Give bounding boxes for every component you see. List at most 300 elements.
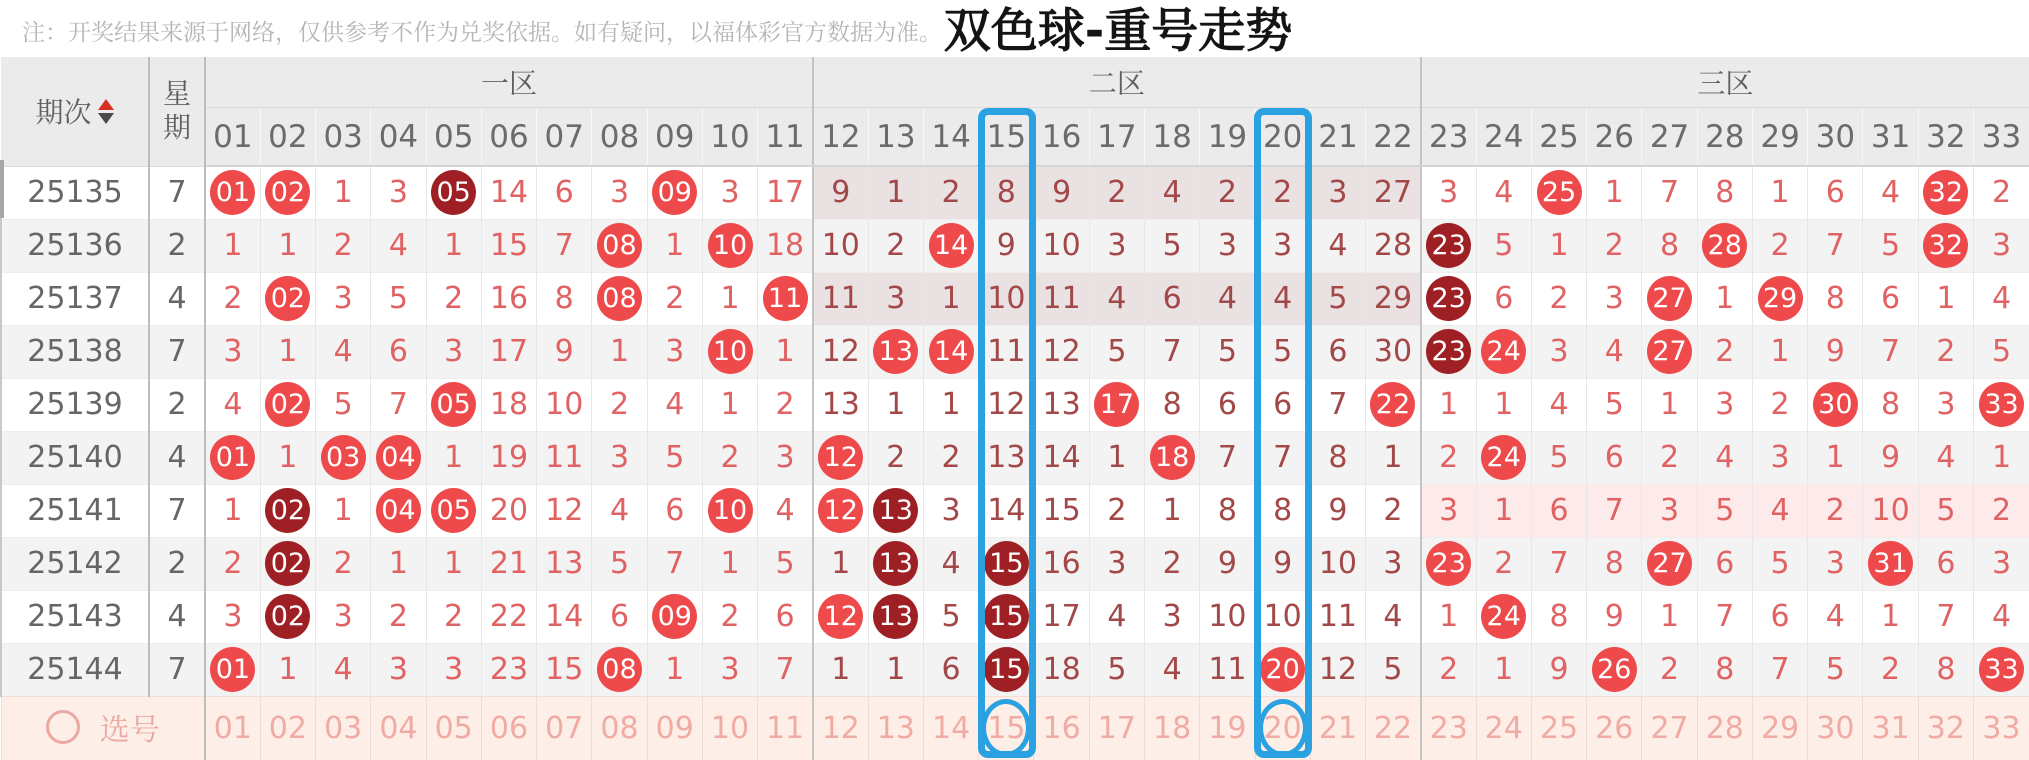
- select-number-cell[interactable]: 03: [316, 696, 371, 760]
- week-cell: 2: [149, 219, 205, 272]
- miss-cell: 1: [316, 484, 371, 537]
- column-header-08: 08: [592, 108, 647, 167]
- miss-cell: 4: [923, 537, 978, 590]
- miss-cell: 3: [1089, 537, 1144, 590]
- data-row-25136: [1, 219, 2029, 272]
- miss-cell: 4: [1697, 431, 1752, 484]
- miss-cell: 2: [868, 431, 923, 484]
- miss-cell: 1: [1642, 590, 1697, 643]
- miss-cell: [1642, 537, 1697, 590]
- drawn-number-ball: 02: [265, 276, 310, 321]
- drawn-number-ball: 33: [1979, 382, 2024, 427]
- drawn-number-ball: 24: [1481, 594, 1526, 639]
- drawn-number-ball: 27: [1647, 276, 1692, 321]
- miss-cell: 7: [1918, 590, 1973, 643]
- drawn-number-ball: 25: [1537, 170, 1582, 215]
- miss-cell: 11: [1200, 643, 1255, 696]
- miss-cell: [1421, 325, 1476, 378]
- drawn-number-ball: 08: [597, 276, 642, 321]
- drawn-number-ball: 32: [1923, 170, 1968, 215]
- drawn-number-ball: 24: [1481, 329, 1526, 374]
- miss-cell: 1: [868, 643, 923, 696]
- column-header-31: 31: [1863, 108, 1918, 167]
- repeat-number-ball: 05: [431, 170, 476, 215]
- week-cell: 7: [149, 166, 205, 219]
- miss-cell: 3: [647, 325, 702, 378]
- drawn-number-ball: 12: [818, 488, 863, 533]
- miss-cell: 6: [537, 166, 592, 219]
- column-header-21: 21: [1310, 108, 1365, 167]
- select-number-cell[interactable]: 30: [1808, 696, 1863, 760]
- column-header-16: 16: [1034, 108, 1089, 167]
- drawn-number-ball: 13: [873, 329, 918, 374]
- select-number-cell[interactable]: 06: [481, 696, 536, 760]
- miss-cell: 4: [1531, 378, 1586, 431]
- miss-cell: 5: [1863, 219, 1918, 272]
- column-header-29: 29: [1752, 108, 1807, 167]
- miss-cell: 21: [481, 537, 536, 590]
- miss-cell: 7: [758, 643, 813, 696]
- miss-cell: [868, 590, 923, 643]
- select-number-cell[interactable]: 10: [702, 696, 757, 760]
- miss-cell: 1: [702, 272, 757, 325]
- column-header-03: 03: [316, 108, 371, 167]
- miss-cell: [592, 643, 647, 696]
- miss-cell: 8: [1531, 590, 1586, 643]
- select-circle-icon[interactable]: [46, 710, 80, 744]
- miss-cell: 5: [1145, 219, 1200, 272]
- miss-cell: 1: [1476, 643, 1531, 696]
- miss-cell: 6: [1310, 325, 1365, 378]
- column-header-10: 10: [702, 108, 757, 167]
- miss-cell: 4: [1089, 590, 1144, 643]
- drawn-number-ball: 12: [818, 594, 863, 639]
- sort-desc-icon[interactable]: [98, 113, 114, 124]
- miss-cell: 3: [868, 272, 923, 325]
- miss-cell: 5: [1255, 325, 1310, 378]
- miss-cell: 10: [1034, 219, 1089, 272]
- select-number-cell[interactable]: 18: [1145, 696, 1200, 760]
- miss-cell: 5: [1531, 431, 1586, 484]
- drawn-number-ball: 08: [597, 223, 642, 268]
- period-header-label: 期次: [35, 91, 91, 131]
- miss-cell: [1476, 431, 1531, 484]
- miss-cell: 8: [1808, 272, 1863, 325]
- week-cell: 4: [149, 431, 205, 484]
- miss-cell: [1808, 378, 1863, 431]
- miss-cell: 1: [1531, 219, 1586, 272]
- miss-cell: 4: [1255, 272, 1310, 325]
- miss-cell: 6: [371, 325, 426, 378]
- miss-cell: 5: [1310, 272, 1365, 325]
- miss-cell: [702, 484, 757, 537]
- period-cell: 25135: [1, 166, 149, 219]
- miss-cell: [592, 219, 647, 272]
- miss-cell: 9: [1310, 484, 1365, 537]
- miss-cell: [260, 484, 315, 537]
- miss-cell: 1: [260, 325, 315, 378]
- select-row-label: 选号: [100, 705, 160, 749]
- miss-cell: 1: [1421, 378, 1476, 431]
- miss-cell: [1421, 537, 1476, 590]
- column-header-30: 30: [1808, 108, 1863, 167]
- select-number-cell[interactable]: 31: [1863, 696, 1918, 760]
- miss-cell: 10: [1200, 590, 1255, 643]
- data-row-25141: [1, 484, 2029, 537]
- repeat-number-ball: 23: [1426, 329, 1471, 374]
- drawn-number-ball: 05: [431, 488, 476, 533]
- miss-cell: 1: [371, 537, 426, 590]
- miss-cell: 2: [868, 219, 923, 272]
- miss-cell: [260, 590, 315, 643]
- miss-cell: 8: [1918, 643, 1973, 696]
- miss-cell: 2: [702, 590, 757, 643]
- miss-cell: 2: [923, 166, 978, 219]
- miss-cell: [702, 219, 757, 272]
- miss-cell: 6: [1531, 484, 1586, 537]
- miss-cell: 3: [426, 643, 481, 696]
- miss-cell: 5: [1918, 484, 1973, 537]
- drawn-number-ball: 29: [1758, 276, 1803, 321]
- drawn-number-ball: 02: [265, 170, 310, 215]
- miss-cell: [1366, 378, 1421, 431]
- select-number-cell[interactable]: 14: [923, 696, 978, 760]
- miss-cell: 8: [1255, 484, 1310, 537]
- select-number-cell[interactable]: 17: [1089, 696, 1144, 760]
- column-header-18: 18: [1145, 108, 1200, 167]
- miss-cell: 5: [592, 537, 647, 590]
- select-number-cell[interactable]: 04: [371, 696, 426, 760]
- drawn-number-ball: 20: [1260, 647, 1305, 692]
- repeat-number-ball: 15: [984, 647, 1029, 692]
- miss-cell: [260, 378, 315, 431]
- repeat-number-ball: 02: [265, 488, 310, 533]
- miss-cell: 1: [1642, 378, 1697, 431]
- miss-cell: 3: [316, 272, 371, 325]
- miss-cell: 6: [647, 484, 702, 537]
- miss-cell: 2: [1200, 166, 1255, 219]
- column-header-19: 19: [1200, 108, 1255, 167]
- miss-cell: 14: [979, 484, 1034, 537]
- column-header-22: 22: [1366, 108, 1421, 167]
- drawn-number-ball: 30: [1813, 382, 1858, 427]
- miss-cell: 8: [1697, 643, 1752, 696]
- miss-cell: [260, 272, 315, 325]
- miss-cell: 19: [481, 431, 536, 484]
- miss-cell: 7: [1145, 325, 1200, 378]
- miss-cell: 2: [1476, 537, 1531, 590]
- miss-cell: 5: [647, 431, 702, 484]
- miss-cell: 13: [537, 537, 592, 590]
- miss-cell: 1: [923, 272, 978, 325]
- miss-cell: 2: [1808, 484, 1863, 537]
- select-number-cell[interactable]: 32: [1918, 696, 1973, 760]
- miss-cell: 1: [813, 537, 868, 590]
- miss-cell: 2: [316, 219, 371, 272]
- miss-cell: [1918, 166, 1973, 219]
- select-number-cell[interactable]: 08: [592, 696, 647, 760]
- miss-cell: 2: [1421, 431, 1476, 484]
- miss-cell: 4: [1145, 166, 1200, 219]
- select-number-cell[interactable]: [1255, 696, 1310, 760]
- miss-cell: 9: [1808, 325, 1863, 378]
- miss-cell: [647, 166, 702, 219]
- miss-cell: [426, 378, 481, 431]
- miss-cell: [758, 272, 813, 325]
- miss-cell: 8: [1587, 537, 1642, 590]
- miss-cell: 3: [1587, 272, 1642, 325]
- select-number-cell[interactable]: 24: [1476, 696, 1531, 760]
- miss-cell: 2: [1974, 166, 2029, 219]
- miss-cell: 5: [1752, 537, 1807, 590]
- drawn-number-ball: 10: [708, 223, 753, 268]
- drawn-number-ball: 26: [1592, 647, 1637, 692]
- miss-cell: 3: [1974, 219, 2029, 272]
- miss-cell: 5: [371, 272, 426, 325]
- column-header-32: 32: [1918, 108, 1973, 167]
- miss-cell: 3: [1974, 537, 2029, 590]
- data-row-25142: [1, 537, 2029, 590]
- miss-cell: 6: [1255, 378, 1310, 431]
- miss-cell: 3: [923, 484, 978, 537]
- miss-cell: 1: [1089, 431, 1144, 484]
- week-cell: 4: [149, 590, 205, 643]
- miss-cell: 2: [647, 272, 702, 325]
- miss-cell: 12: [979, 378, 1034, 431]
- select-number-cell[interactable]: [979, 696, 1034, 760]
- miss-cell: [647, 590, 702, 643]
- miss-cell: 4: [316, 325, 371, 378]
- drawn-number-ball: 09: [652, 594, 697, 639]
- drawn-number-ball: 09: [652, 170, 697, 215]
- select-number-cell[interactable]: 19: [1200, 696, 1255, 760]
- miss-cell: 7: [1752, 643, 1807, 696]
- miss-cell: 3: [426, 325, 481, 378]
- miss-cell: 6: [758, 590, 813, 643]
- column-header-01: 01: [205, 108, 260, 167]
- miss-cell: 6: [1587, 431, 1642, 484]
- miss-cell: 1: [426, 537, 481, 590]
- miss-cell: 7: [1255, 431, 1310, 484]
- miss-cell: 7: [1863, 325, 1918, 378]
- miss-cell: [979, 643, 1034, 696]
- repeat-number-ball: 13: [873, 594, 918, 639]
- miss-cell: [1531, 166, 1586, 219]
- miss-cell: 1: [1697, 272, 1752, 325]
- selected-number-15[interactable]: 15: [981, 699, 1031, 757]
- select-number-cell[interactable]: 29: [1752, 696, 1807, 760]
- column-header-15: 15: [979, 108, 1034, 167]
- miss-cell: 6: [1697, 537, 1752, 590]
- miss-cell: [702, 325, 757, 378]
- period-column-header[interactable]: [1, 57, 149, 166]
- select-number-cell[interactable]: 05: [426, 696, 481, 760]
- miss-cell: 3: [1145, 590, 1200, 643]
- miss-cell: [1255, 643, 1310, 696]
- column-header-27: 27: [1642, 108, 1697, 167]
- column-header-13: 13: [868, 108, 923, 167]
- miss-cell: 3: [1697, 378, 1752, 431]
- miss-cell: [979, 590, 1034, 643]
- miss-cell: 3: [371, 166, 426, 219]
- page-title: 双色球-重号走势: [944, 0, 1293, 61]
- column-header-04: 04: [371, 108, 426, 167]
- miss-cell: [1642, 325, 1697, 378]
- zone-header-2: 二区: [813, 57, 1421, 108]
- miss-cell: 2: [1752, 378, 1807, 431]
- selected-number-20[interactable]: 20: [1258, 699, 1308, 757]
- miss-cell: 5: [1366, 643, 1421, 696]
- miss-cell: 11: [979, 325, 1034, 378]
- miss-cell: 2: [702, 431, 757, 484]
- drawn-number-ball: 27: [1647, 541, 1692, 586]
- select-number-cell[interactable]: 02: [260, 696, 315, 760]
- miss-cell: 3: [1310, 166, 1365, 219]
- miss-cell: [371, 431, 426, 484]
- column-header-33: 33: [1974, 108, 2029, 167]
- column-header-06: 06: [481, 108, 536, 167]
- miss-cell: 2: [1531, 272, 1586, 325]
- sort-asc-icon[interactable]: [98, 99, 114, 110]
- miss-cell: 9: [537, 325, 592, 378]
- miss-cell: 7: [1200, 431, 1255, 484]
- miss-cell: 1: [1808, 431, 1863, 484]
- miss-cell: 4: [1808, 590, 1863, 643]
- miss-cell: [371, 484, 426, 537]
- miss-cell: 10: [979, 272, 1034, 325]
- miss-cell: 9: [1863, 431, 1918, 484]
- miss-cell: 1: [426, 431, 481, 484]
- select-number-cell[interactable]: 01: [205, 696, 260, 760]
- miss-cell: 7: [371, 378, 426, 431]
- miss-cell: 2: [923, 431, 978, 484]
- miss-cell: 10: [1255, 590, 1310, 643]
- column-header-14: 14: [923, 108, 978, 167]
- select-number-cell[interactable]: 07: [537, 696, 592, 760]
- select-number-cell[interactable]: 26: [1587, 696, 1642, 760]
- select-number-cell[interactable]: 11: [758, 696, 813, 760]
- period-cell: 25137: [1, 272, 149, 325]
- drawn-number-ball: 08: [597, 647, 642, 692]
- week-cell: 7: [149, 643, 205, 696]
- week-column-header: [149, 57, 205, 166]
- miss-cell: 4: [1918, 431, 1973, 484]
- select-number-cell[interactable]: 25: [1531, 696, 1586, 760]
- miss-cell: 5: [758, 537, 813, 590]
- miss-cell: 17: [481, 325, 536, 378]
- miss-cell: 3: [1255, 219, 1310, 272]
- repeat-number-ball: 13: [873, 488, 918, 533]
- miss-cell: 2: [1255, 166, 1310, 219]
- miss-cell: 10: [537, 378, 592, 431]
- week-cell: 7: [149, 325, 205, 378]
- miss-cell: 8: [1145, 378, 1200, 431]
- miss-cell: 4: [758, 484, 813, 537]
- select-number-cell[interactable]: 22: [1366, 696, 1421, 760]
- select-number-cell[interactable]: 33: [1974, 696, 2029, 760]
- miss-cell: 1: [1863, 590, 1918, 643]
- drawn-number-ball: 31: [1868, 541, 1913, 586]
- drawn-number-ball: 02: [265, 382, 310, 427]
- miss-cell: 1: [813, 643, 868, 696]
- miss-cell: 12: [1310, 643, 1365, 696]
- miss-cell: 1: [1476, 378, 1531, 431]
- drawn-number-ball: 01: [210, 170, 255, 215]
- miss-cell: [1421, 272, 1476, 325]
- column-header-24: 24: [1476, 108, 1531, 167]
- data-row-25140: [1, 431, 2029, 484]
- week-cell: 7: [149, 484, 205, 537]
- sort-icon[interactable]: [98, 99, 114, 124]
- drawn-number-ball: 11: [763, 276, 808, 321]
- data-row-25135: [1, 166, 2029, 219]
- miss-cell: [1587, 643, 1642, 696]
- miss-cell: 5: [1200, 325, 1255, 378]
- select-number-cell[interactable]: 23: [1421, 696, 1476, 760]
- miss-cell: 1: [702, 537, 757, 590]
- select-number-cell[interactable]: 27: [1642, 696, 1697, 760]
- select-number-cell[interactable]: 28: [1697, 696, 1752, 760]
- miss-cell: [1863, 537, 1918, 590]
- data-row-25143: [1, 590, 2029, 643]
- miss-cell: 1: [260, 219, 315, 272]
- select-number-cell[interactable]: 16: [1034, 696, 1089, 760]
- select-number-cell[interactable]: 13: [868, 696, 923, 760]
- select-number-cell[interactable]: 21: [1310, 696, 1365, 760]
- miss-cell: 23: [481, 643, 536, 696]
- miss-cell: [1421, 219, 1476, 272]
- miss-cell: [1476, 590, 1531, 643]
- miss-cell: 3: [316, 590, 371, 643]
- select-number-cell[interactable]: 12: [813, 696, 868, 760]
- miss-cell: [205, 643, 260, 696]
- miss-cell: 12: [537, 484, 592, 537]
- miss-cell: 14: [481, 166, 536, 219]
- miss-cell: [260, 537, 315, 590]
- drawn-number-ball: 17: [1094, 382, 1139, 427]
- miss-cell: 12: [813, 325, 868, 378]
- select-number-cell[interactable]: 09: [647, 696, 702, 760]
- week-cell: 2: [149, 378, 205, 431]
- scrollbar-thumb[interactable]: [0, 160, 4, 218]
- miss-cell: 6: [923, 643, 978, 696]
- miss-cell: 11: [1310, 590, 1365, 643]
- miss-cell: 4: [1145, 643, 1200, 696]
- miss-cell: 4: [1863, 166, 1918, 219]
- miss-cell: 5: [1089, 643, 1144, 696]
- miss-cell: 9: [1200, 537, 1255, 590]
- column-header-07: 07: [537, 108, 592, 167]
- miss-cell: [205, 166, 260, 219]
- miss-cell: 2: [1089, 484, 1144, 537]
- disclaimer-note: 注：开奖结果来源于网络，仅供参考不作为兑奖依据。如有疑问，以福体彩官方数据为准。: [22, 14, 942, 47]
- column-header-17: 17: [1089, 108, 1144, 167]
- miss-cell: 2: [1145, 537, 1200, 590]
- miss-cell: [1476, 325, 1531, 378]
- miss-cell: 5: [923, 590, 978, 643]
- column-header-26: 26: [1587, 108, 1642, 167]
- miss-cell: [813, 590, 868, 643]
- trend-table: [0, 57, 2029, 760]
- drawn-number-ball: 14: [929, 329, 974, 374]
- miss-cell: 1: [1918, 272, 1973, 325]
- drawn-number-ball: 01: [210, 435, 255, 480]
- miss-cell: 9: [1034, 166, 1089, 219]
- miss-cell: [1089, 378, 1144, 431]
- miss-cell: 10: [1310, 537, 1365, 590]
- miss-cell: 2: [205, 272, 260, 325]
- miss-cell: 5: [1697, 484, 1752, 537]
